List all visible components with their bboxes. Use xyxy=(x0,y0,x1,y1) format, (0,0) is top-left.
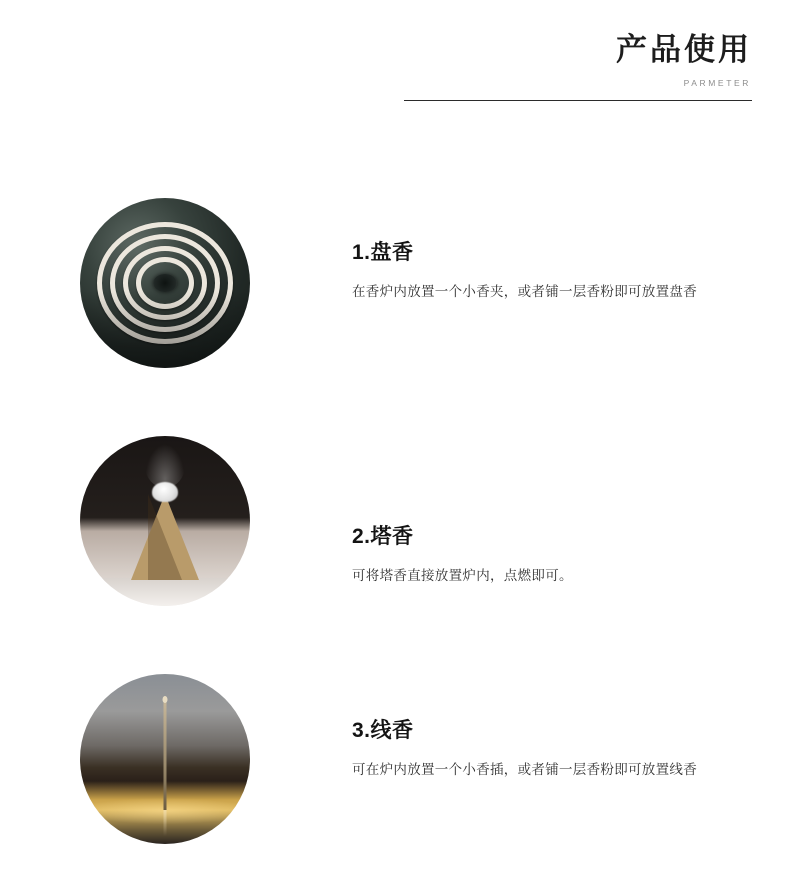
usage-section-3 xyxy=(0,656,800,894)
page-title: 产品使用 xyxy=(616,32,752,67)
cone-shading xyxy=(148,494,182,580)
usage-desc-2: 可将塔香直接放置炉内，点燃即可。 xyxy=(352,568,573,583)
usage-section-1 xyxy=(0,180,800,418)
usage-text-1 xyxy=(352,242,752,303)
usage-section-2 xyxy=(0,418,800,656)
incense-stick-graphic xyxy=(164,700,167,810)
coil-incense-photo xyxy=(80,198,250,368)
cone-ash-tip xyxy=(152,482,178,502)
usage-text-2 xyxy=(352,526,752,587)
page-subtitle: PARMETER xyxy=(683,78,751,88)
cone-incense-photo xyxy=(80,436,250,606)
cone-table-surface xyxy=(80,578,250,606)
header-divider xyxy=(404,100,752,101)
coil-vignette xyxy=(80,290,250,368)
usage-text-3 xyxy=(352,720,752,781)
usage-title-2: 2.塔香 xyxy=(352,525,414,548)
usage-title-3: 3.线香 xyxy=(352,719,414,742)
stick-incense-image-body xyxy=(80,674,250,844)
incense-stick-tip xyxy=(163,696,168,703)
coil-incense-image-body xyxy=(80,198,250,368)
stick-incense-photo xyxy=(80,674,250,844)
usage-desc-3: 可在炉内放置一个小香插，或者铺一层香粉即可放置线香 xyxy=(352,762,697,777)
page-header xyxy=(0,0,800,130)
usage-desc-1: 在香炉内放置一个小香夹，或者铺一层香粉即可放置盘香 xyxy=(352,284,697,299)
incense-stick-reflection xyxy=(164,810,167,836)
usage-title-1: 1.盘香 xyxy=(352,241,414,264)
cone-incense-image-body xyxy=(80,436,250,606)
